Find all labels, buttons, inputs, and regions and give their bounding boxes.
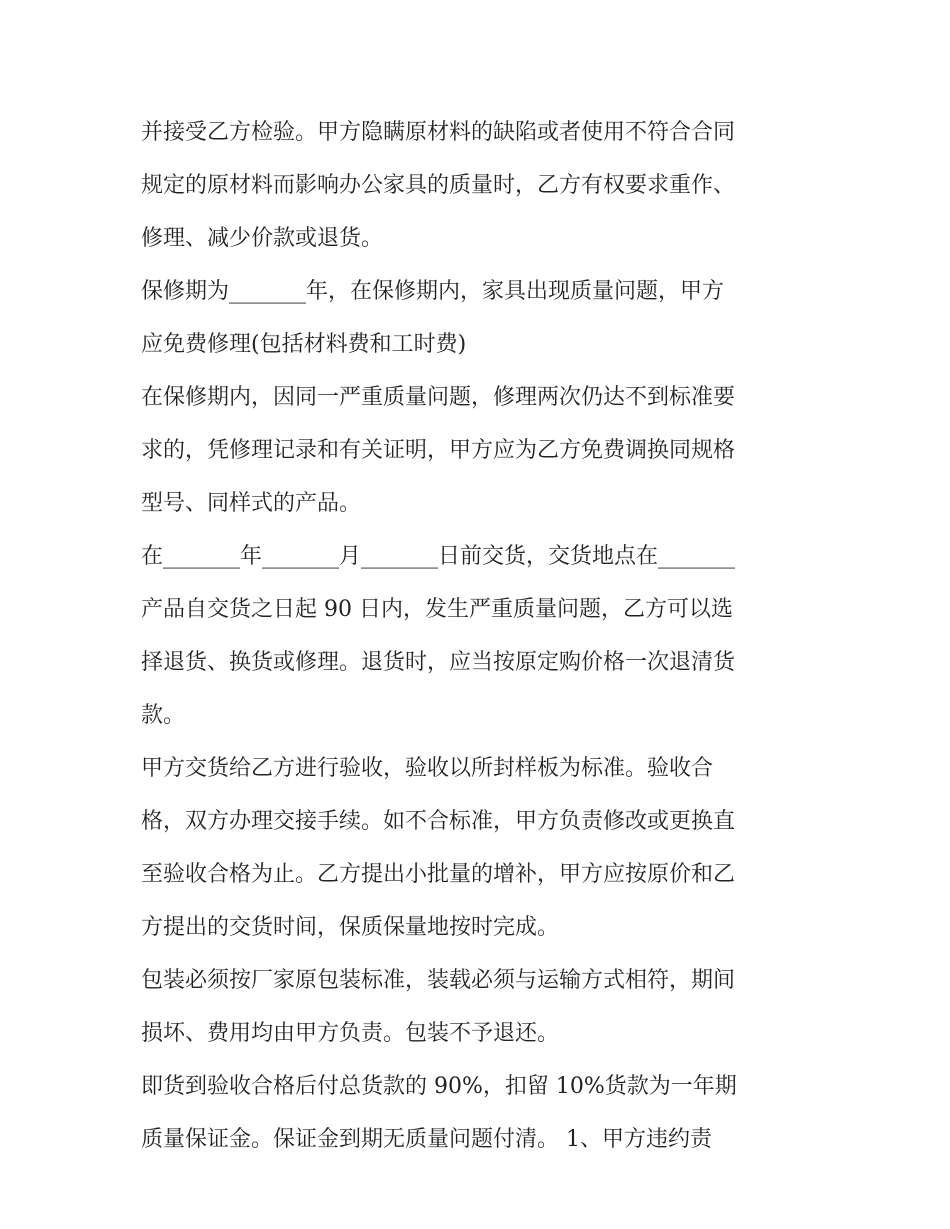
text-line: 在_______年_______月_______日前交货，交货地点在_______ [141,544,736,569]
text-line: 并接受乙方检验。甲方隐瞒原材料的缺陷或者使用不符合合同 [141,120,736,145]
text-line: 型号、同样式的产品。 [141,491,362,516]
text-line: 包装必须按厂家原包装标准，装载必须与运输方式相符，期间 [141,968,736,993]
text-line: 在保修期内，因同一严重质量问题，修理两次仍达不到标准要 [141,385,736,410]
text-line: 格，双方办理交接手续。如不合标准，甲方负责修改或更换直 [141,809,736,834]
text-line: 产品自交货之日起 90 日内，发生严重质量问题，乙方可以选 [141,597,733,622]
text-line: 择退货、换货或修理。退货时，应当按原定购价格一次退清货 [141,650,736,675]
text-line: 即货到验收合格后付总货款的 90%，扣留 10%货款为一年期 [141,1074,737,1099]
text-line: 至验收合格为止。乙方提出小批量的增补，甲方应按原价和乙 [141,862,736,887]
text-line: 方提出的交货时间，保质保量地按时完成。 [141,915,560,940]
text-line: 求的，凭修理记录和有关证明，甲方应为乙方免费调换同规格 [141,438,736,463]
text-line: 质量保证金。保证金到期无质量问题付清。 1、甲方违约责 [141,1127,712,1152]
text-line: 保修期为_______年，在保修期内，家具出现质量问题，甲方 [141,279,725,304]
text-line: 损坏、费用均由甲方负责。包装不予退还。 [141,1021,560,1046]
contract-text [141,106,821,1166]
text-line: 修理、减少价款或退货。 [141,226,384,251]
text-line: 甲方交货给乙方进行验收，验收以所封样板为标准。验收合 [141,756,714,781]
text-line: 款。 [141,703,186,728]
text-line: 应免费修理(包括材料费和工时费) [141,332,467,357]
text-line: 规定的原材料而影响办公家具的质量时，乙方有权要求重作、 [141,173,736,198]
